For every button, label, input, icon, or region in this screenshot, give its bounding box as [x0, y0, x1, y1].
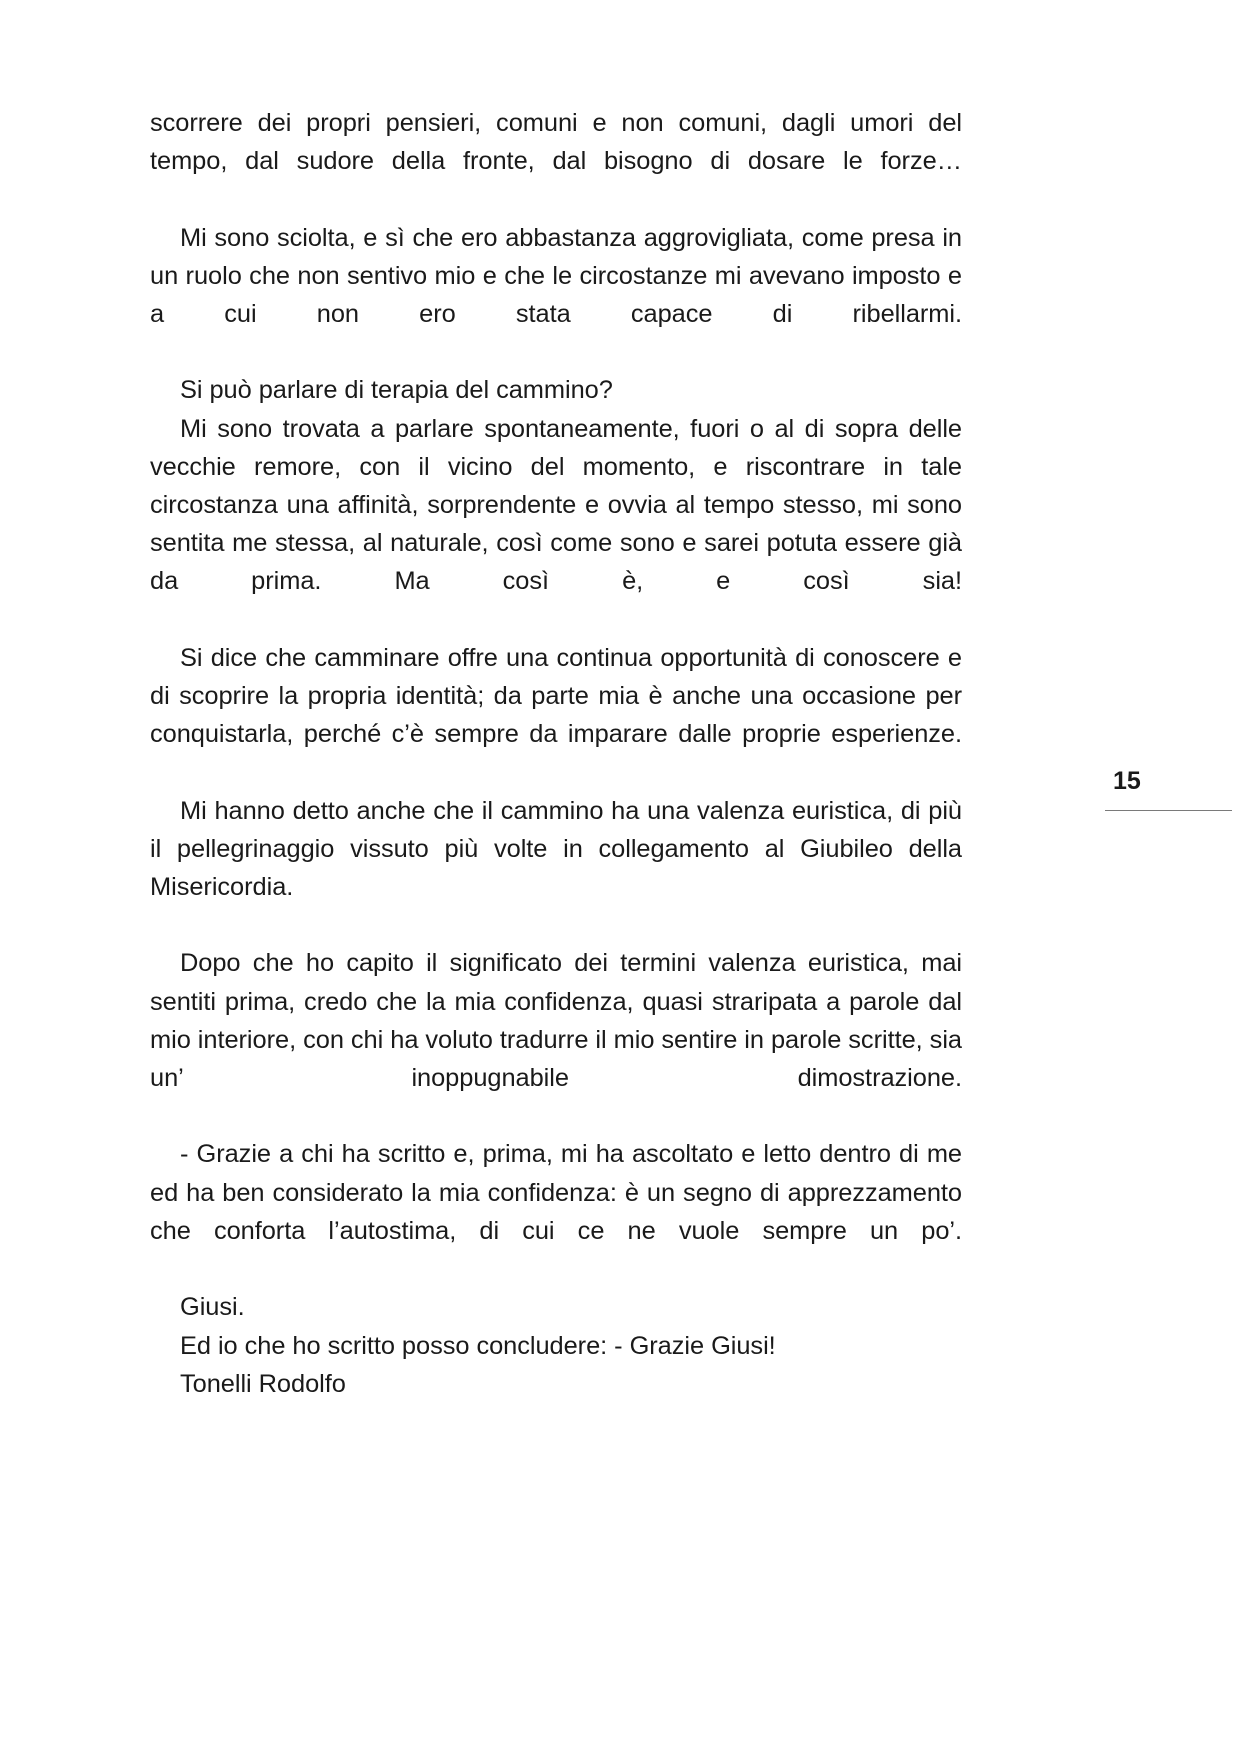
folio-divider-rule [1105, 810, 1232, 811]
paragraph-mi-sono-trovata: Mi sono trovata a parlare spontaneamente, fuori o al di sopra delle vecchie remore, con il vicino del momento, e riscontrare in tale circostanza una affinità, sorprendente e ovvia al tempo stesso, mi sono sentita me stessa, al naturale, così come sono e sarei potuta essere già da prima. Ma così è, e così sia! [150, 414, 962, 596]
paragraph-mi-sono-sciolta: Mi sono sciolta, e sì che ero abbastanza aggrovigliata, come presa in un ruolo che non sentivo mio e che le circostanze mi avevano imposto e a cui non ero stata capace di ribellarmi. [150, 223, 962, 329]
paragraph-valenza-euristica: Mi hanno detto anche che il cammino ha una valenza euristica, di più il pellegrinaggio vissuto più volte in collegamento al Giubileo della Misericordia. [150, 796, 962, 902]
body-text-column [150, 104, 962, 1403]
paragraph-dopo-che-ho-capito: Dopo che ho capito il significato dei termini valenza euristica, mai sentiti prima, credo che la mia confidenza, quasi straripata a parole dal mio interiore, con chi ha voluto tradurre il mio sentire in parole scritte, sia un’ inoppugnabile dimostrazione. [150, 949, 962, 1093]
signature-tonelli-rodolfo: Tonelli Rodolfo [180, 1369, 346, 1398]
signature-giusi: Giusi. [180, 1293, 245, 1322]
paragraph-continuation: scorrere dei propri pensieri, comuni e non comuni, dagli umori del tempo, dal sudore della fronte, dal bisogno di dosare le forze… [150, 109, 962, 176]
page-number: 15 [1113, 767, 1141, 795]
paragraph-grazie-a-chi-ha-scritto: - Grazie a chi ha scritto e, prima, mi ha ascoltato e letto dentro di me ed ha ben considerato la mia confidenza: è un segno di apprezzamento che conforta l’autostima, di cui ce ne vuole sempre un po’. [150, 1140, 962, 1245]
paragraph-terapia-del-cammino: Si può parlare di terapia del cammino? [180, 376, 613, 405]
closing-line-ed-io: Ed io che ho scritto posso concludere: - Grazie Giusi! [180, 1331, 776, 1360]
paragraph-si-dice-che-camminare: Si dice che camminare offre una continua opportunità di conoscere e di scoprire la propria identità; da parte mia è anche una occasione per conquistarla, perché c’è sempre da imparare dalle proprie esperienze. [150, 643, 962, 749]
page-folio [1105, 766, 1235, 811]
